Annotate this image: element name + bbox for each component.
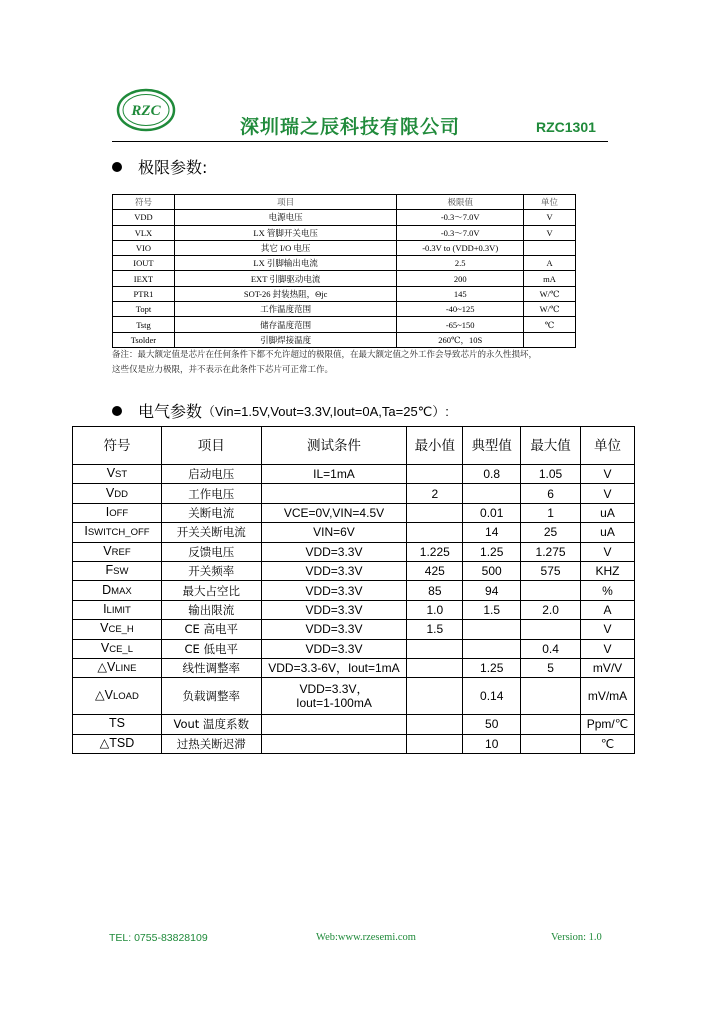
- cell-unit: mV/V: [581, 658, 635, 677]
- header-cell: 符号: [73, 427, 162, 465]
- section-title: 极限参数:: [138, 158, 208, 177]
- cell-item: 线性调整率: [161, 658, 261, 677]
- cell-condition: [261, 484, 407, 503]
- symbol-sub: CE_H: [108, 624, 134, 636]
- cell-unit: V: [581, 639, 635, 658]
- cell-condition: VDD=3.3V: [261, 600, 407, 619]
- symbol-main: TS: [108, 716, 125, 731]
- logo-text: RZC: [131, 103, 161, 119]
- table-row: [113, 225, 576, 240]
- table-row: [73, 561, 635, 580]
- cell-min: 2: [407, 484, 463, 503]
- cell-item: 引脚焊接温度: [174, 332, 396, 347]
- cell-symbol: [73, 620, 162, 639]
- symbol-sub: LIMIT: [106, 604, 131, 616]
- table-row: [73, 600, 635, 619]
- symbol-main: V: [106, 466, 116, 481]
- cell-condition: VIN=6V: [261, 523, 407, 542]
- cell-item: 工作温度范围: [174, 302, 396, 317]
- cell-unit: V: [581, 620, 635, 639]
- cell-symbol: IEXT: [113, 271, 175, 286]
- cell-typ: 10: [463, 734, 521, 753]
- cell-max: [521, 715, 581, 734]
- cell-item: 开关关断电流: [161, 523, 261, 542]
- header-cell: 符号: [113, 195, 175, 210]
- header-cell: 单位: [524, 195, 576, 210]
- cell-symbol: [73, 484, 162, 503]
- company-name: 深圳瑞之辰科技有限公司: [240, 116, 461, 138]
- note-line: 备注：最大额定值是芯片在任何条件下都不允许超过的极限值，在最大额定值之外工作会导致芯片的永久性损坏，: [112, 349, 538, 359]
- cell-item: 储存温度范围: [174, 317, 396, 332]
- cell-item: EXT 引脚驱动电流: [174, 271, 396, 286]
- table-row: [73, 503, 635, 522]
- table-header-row: [113, 195, 576, 210]
- cell-item: 过热关断迟滞: [161, 734, 261, 753]
- cell-max: 0.4: [521, 639, 581, 658]
- cell-symbol: VDD: [113, 210, 175, 225]
- cell-min: 425: [407, 561, 463, 580]
- symbol-main: D: [102, 582, 112, 597]
- cell-condition: [261, 715, 407, 734]
- absolute-max-table: [112, 194, 576, 348]
- cell-min: [407, 658, 463, 677]
- table-header-row: [73, 427, 635, 465]
- symbol-main: V: [103, 543, 112, 558]
- cell-item: CE 高电平: [161, 620, 261, 639]
- table-row: [113, 271, 576, 286]
- cell-symbol: [73, 658, 162, 677]
- cell-max: 1.05: [521, 465, 581, 484]
- symbol-main: F: [105, 563, 114, 578]
- cell-unit: W/℃: [524, 302, 576, 317]
- model-number: RZC1301: [536, 119, 596, 135]
- cell-symbol: Tstg: [113, 317, 175, 332]
- cell-symbol: [73, 715, 162, 734]
- cell-symbol: VLX: [113, 225, 175, 240]
- cell-condition: [261, 678, 407, 715]
- table-row: [73, 465, 635, 484]
- table-row: [73, 734, 635, 753]
- cell-unit: V: [581, 484, 635, 503]
- cell-unit: V: [524, 210, 576, 225]
- footer-website: Web:www.rzesemi.com: [316, 932, 416, 943]
- header-cell: 最小值: [407, 427, 463, 465]
- cell-max: 5: [521, 658, 581, 677]
- cell-symbol: [73, 465, 162, 484]
- condition-line: VDD=3.3V，: [299, 682, 369, 697]
- table-row: [113, 210, 576, 225]
- symbol-sub: SW: [113, 566, 129, 578]
- cell-unit: ℃: [524, 317, 576, 332]
- cell-max: 1.275: [521, 542, 581, 561]
- cell-unit: %: [581, 581, 635, 600]
- cell-unit: KHZ: [581, 561, 635, 580]
- table-row: [73, 639, 635, 658]
- table-row: [113, 317, 576, 332]
- cell-symbol: [73, 523, 162, 542]
- symbol-sub: CE_L: [109, 643, 133, 655]
- cell-symbol: Topt: [113, 302, 175, 317]
- cell-condition: VCE=0V,VIN=4.5V: [261, 503, 407, 522]
- cell-value: -65~150: [397, 317, 524, 332]
- cell-item: 负载调整率: [161, 678, 261, 715]
- header-cell: 单位: [581, 427, 635, 465]
- cell-symbol: [73, 581, 162, 600]
- section-conditions: （Vin=1.5V,Vout=3.3V,Iout=0A,Ta=25℃）:: [202, 404, 449, 419]
- cell-min: 85: [407, 581, 463, 600]
- cell-symbol: Tsolder: [113, 332, 175, 347]
- cell-typ: 1.5: [463, 600, 521, 619]
- cell-typ: 0.8: [463, 465, 521, 484]
- cell-typ: 500: [463, 561, 521, 580]
- cell-condition: VDD=3.3V: [261, 581, 407, 600]
- header-cell: 最大值: [521, 427, 581, 465]
- cell-max: 1: [521, 503, 581, 522]
- cell-value: 2.5: [397, 256, 524, 271]
- table-row: [113, 332, 576, 347]
- cell-typ: [463, 620, 521, 639]
- cell-typ: 1.25: [463, 658, 521, 677]
- cell-value: 145: [397, 286, 524, 301]
- cell-symbol: [73, 503, 162, 522]
- header-cell: 项目: [174, 195, 396, 210]
- cell-typ: [463, 484, 521, 503]
- cell-symbol: [73, 600, 162, 619]
- table-row: [73, 523, 635, 542]
- cell-min: 1.225: [407, 542, 463, 561]
- cell-max: 6: [521, 484, 581, 503]
- cell-value: -0.3～7.0V: [397, 225, 524, 240]
- header-cell: 典型值: [463, 427, 521, 465]
- cell-unit: W/℃: [524, 286, 576, 301]
- symbol-main: I: [105, 504, 110, 519]
- cell-condition: VDD=3.3V: [261, 639, 407, 658]
- cell-typ: 0.01: [463, 503, 521, 522]
- cell-unit: A: [524, 256, 576, 271]
- cell-typ: 94: [463, 581, 521, 600]
- cell-min: [407, 639, 463, 658]
- cell-unit: A: [581, 600, 635, 619]
- symbol-sub: LOAD: [112, 691, 139, 703]
- cell-max: 2.0: [521, 600, 581, 619]
- cell-value: 200: [397, 271, 524, 286]
- cell-value: 260℃，10S: [397, 332, 524, 347]
- cell-unit: ℃: [581, 734, 635, 753]
- header-divider: [112, 141, 608, 142]
- symbol-main: △V: [97, 660, 116, 675]
- cell-item: LX 引脚输出电流: [174, 256, 396, 271]
- company-logo: [116, 88, 176, 132]
- symbol-sub: LINE: [115, 663, 137, 675]
- symbol-sub: ST: [115, 469, 128, 481]
- cell-unit: uA: [581, 523, 635, 542]
- section-absolute-max: [112, 155, 207, 178]
- cell-unit: [524, 240, 576, 255]
- table-row: [73, 581, 635, 600]
- cell-min: [407, 465, 463, 484]
- table-row: [73, 658, 635, 677]
- cell-item: CE 低电平: [161, 639, 261, 658]
- cell-item: 工作电压: [161, 484, 261, 503]
- cell-item: 关断电流: [161, 503, 261, 522]
- cell-value: -0.3～7.0V: [397, 210, 524, 225]
- header-cell: 极限值: [397, 195, 524, 210]
- symbol-sub: SWITCH_OFF: [87, 527, 150, 539]
- table-row: [73, 542, 635, 561]
- cell-min: 1.0: [407, 600, 463, 619]
- symbol-main: V: [105, 485, 115, 500]
- symbol-main: △TSD: [99, 735, 135, 750]
- cell-item: SOT-26 封装热阻，Θjc: [174, 286, 396, 301]
- cell-value: -0.3V to (VDD+0.3V): [397, 240, 524, 255]
- cell-unit: [524, 332, 576, 347]
- table-row: [113, 302, 576, 317]
- table-row: [73, 484, 635, 503]
- cell-symbol: [73, 542, 162, 561]
- header-cell: 项目: [161, 427, 261, 465]
- cell-max: [521, 678, 581, 715]
- cell-symbol: [73, 561, 162, 580]
- cell-condition: VDD=3.3-6V，Iout=1mA: [261, 658, 407, 677]
- cell-symbol: [73, 734, 162, 753]
- cell-typ: 1.25: [463, 542, 521, 561]
- cell-item: 启动电压: [161, 465, 261, 484]
- cell-unit: V: [581, 542, 635, 561]
- section-electrical: [112, 399, 449, 422]
- cell-condition: VDD=3.3V: [261, 620, 407, 639]
- cell-typ: 50: [463, 715, 521, 734]
- cell-item: LX 管脚开关电压: [174, 225, 396, 240]
- cell-condition: VDD=3.3V: [261, 542, 407, 561]
- cell-item: 开关频率: [161, 561, 261, 580]
- note-line: 这些仅是应力极限，并不表示在此条件下芯片可正常工作。: [112, 364, 334, 374]
- cell-unit: mV/mA: [581, 678, 635, 715]
- table-row: [73, 715, 635, 734]
- symbol-main: I: [84, 524, 88, 539]
- table-note: [112, 347, 612, 377]
- cell-value: -40~125: [397, 302, 524, 317]
- symbol-sub: OFF: [109, 507, 129, 519]
- cell-symbol: [73, 678, 162, 715]
- electrical-table: [72, 426, 635, 754]
- cell-condition: VDD=3.3V: [261, 561, 407, 580]
- cell-min: [407, 523, 463, 542]
- cell-min: [407, 503, 463, 522]
- symbol-main: V: [100, 621, 109, 636]
- cell-unit: V: [581, 465, 635, 484]
- footer-version: Version: 1.0: [551, 932, 602, 943]
- bullet-icon: [112, 406, 122, 416]
- cell-unit: uA: [581, 503, 635, 522]
- symbol-main: V: [100, 640, 110, 655]
- cell-min: [407, 715, 463, 734]
- table-row: [113, 256, 576, 271]
- cell-min: 1.5: [407, 620, 463, 639]
- symbol-sub: REF: [111, 546, 131, 558]
- cell-symbol: VIO: [113, 240, 175, 255]
- cell-max: 25: [521, 523, 581, 542]
- symbol-main: I: [103, 601, 107, 616]
- cell-item: 其它 I/O 电压: [174, 240, 396, 255]
- condition-line: Iout=1-100mA: [296, 696, 372, 711]
- cell-item: 反馈电压: [161, 542, 261, 561]
- section-title: 电气参数: [138, 402, 203, 421]
- cell-unit: V: [524, 225, 576, 240]
- symbol-main: △V: [95, 688, 113, 703]
- cell-min: [407, 678, 463, 715]
- footer-phone: TEL: 0755-83828109: [109, 932, 208, 944]
- cell-item: 电源电压: [174, 210, 396, 225]
- header-cell: 测试条件: [261, 427, 407, 465]
- cell-symbol: [73, 639, 162, 658]
- cell-unit: Ppm/℃: [581, 715, 635, 734]
- cell-symbol: IOUT: [113, 256, 175, 271]
- cell-symbol: PTR1: [113, 286, 175, 301]
- cell-max: 575: [521, 561, 581, 580]
- table-row: [73, 620, 635, 639]
- bullet-icon: [112, 162, 122, 172]
- cell-max: [521, 620, 581, 639]
- cell-condition: [261, 734, 407, 753]
- table-row: [113, 286, 576, 301]
- table-row: [73, 678, 635, 715]
- cell-max: [521, 734, 581, 753]
- cell-typ: 0.14: [463, 678, 521, 715]
- cell-item: Vout 温度系数: [161, 715, 261, 734]
- cell-typ: 14: [463, 523, 521, 542]
- cell-item: 最大占空比: [161, 581, 261, 600]
- symbol-sub: MAX: [111, 585, 132, 597]
- cell-unit: mA: [524, 271, 576, 286]
- symbol-sub: DD: [114, 488, 128, 500]
- cell-item: 输出限流: [161, 600, 261, 619]
- cell-min: [407, 734, 463, 753]
- cell-typ: [463, 639, 521, 658]
- cell-max: [521, 581, 581, 600]
- table-row: [113, 240, 576, 255]
- cell-condition: IL=1mA: [261, 465, 407, 484]
